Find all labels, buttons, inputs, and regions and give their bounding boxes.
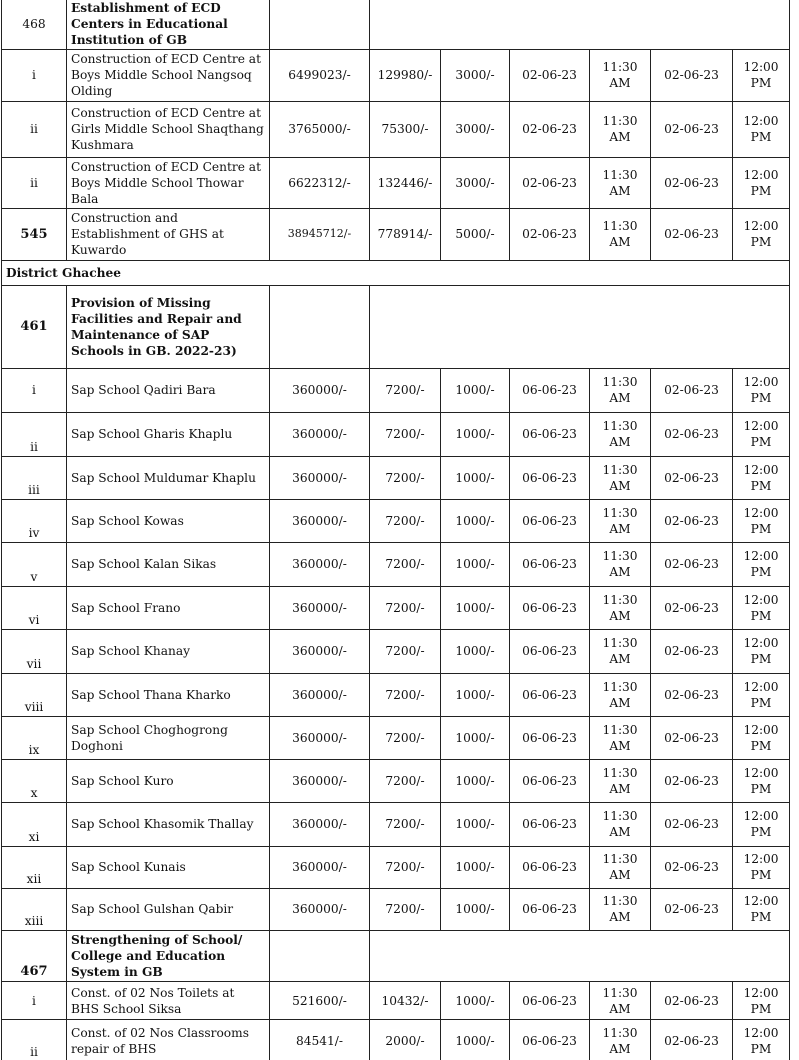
last-time: 11:30 AM bbox=[590, 208, 651, 260]
estimated-cost: 360000/- bbox=[270, 759, 370, 802]
opening-date: 02-06-23 bbox=[651, 586, 733, 629]
last-date: 06-06-23 bbox=[510, 982, 590, 1020]
opening-date: 02-06-23 bbox=[651, 888, 733, 930]
scheme-head-row bbox=[2, 0, 790, 50]
last-time: 11:30 AM bbox=[590, 499, 651, 542]
scheme-name: Sap School Kalan Sikas bbox=[67, 542, 270, 586]
serial-number: ix bbox=[2, 716, 67, 759]
opening-date: 02-06-23 bbox=[651, 208, 733, 260]
blank-cell bbox=[370, 0, 790, 50]
last-time: 11:30 AM bbox=[590, 759, 651, 802]
last-date: 06-06-23 bbox=[510, 673, 590, 716]
last-date: 06-06-23 bbox=[510, 542, 590, 586]
tender-fee: 1000/- bbox=[441, 412, 510, 456]
table-row bbox=[2, 368, 790, 412]
opening-date: 02-06-23 bbox=[651, 759, 733, 802]
estimated-cost: 360000/- bbox=[270, 499, 370, 542]
serial-number: vi bbox=[2, 586, 67, 629]
tender-fee: 1000/- bbox=[441, 542, 510, 586]
last-time: 11:30 AM bbox=[590, 412, 651, 456]
last-time: 11:30 AM bbox=[590, 888, 651, 930]
last-date: 02-06-23 bbox=[510, 157, 590, 208]
estimated-cost: 360000/- bbox=[270, 456, 370, 499]
last-time: 11:30 AM bbox=[590, 50, 651, 101]
serial-number: xi bbox=[2, 802, 67, 846]
scheme-number: 467 bbox=[2, 930, 67, 981]
earnest-money: 7200/- bbox=[370, 888, 441, 930]
last-time: 11:30 AM bbox=[590, 157, 651, 208]
table-row bbox=[2, 982, 790, 1020]
tender-fee: 1000/- bbox=[441, 629, 510, 673]
estimated-cost: 360000/- bbox=[270, 629, 370, 673]
last-time: 11:30 AM bbox=[590, 456, 651, 499]
opening-time: 12:00 PM bbox=[733, 412, 790, 456]
serial-number: v bbox=[2, 542, 67, 586]
opening-date: 02-06-23 bbox=[651, 1020, 733, 1060]
serial-number: ii bbox=[2, 1020, 67, 1060]
earnest-money: 7200/- bbox=[370, 802, 441, 846]
last-date: 06-06-23 bbox=[510, 888, 590, 930]
opening-date: 02-06-23 bbox=[651, 412, 733, 456]
opening-date: 02-06-23 bbox=[651, 101, 733, 157]
blank-cell bbox=[270, 930, 370, 981]
estimated-cost: 360000/- bbox=[270, 412, 370, 456]
serial-number: ii bbox=[2, 101, 67, 157]
estimated-cost: 360000/- bbox=[270, 368, 370, 412]
scheme-name: Sap School Choghogrong Doghoni bbox=[67, 716, 270, 759]
scheme-name: Sap School Gulshan Qabir bbox=[67, 888, 270, 930]
table-row bbox=[2, 157, 790, 208]
tender-fee: 1000/- bbox=[441, 673, 510, 716]
opening-date: 02-06-23 bbox=[651, 629, 733, 673]
opening-date: 02-06-23 bbox=[651, 846, 733, 888]
earnest-money: 7200/- bbox=[370, 542, 441, 586]
table-row bbox=[2, 499, 790, 542]
tender-fee: 1000/- bbox=[441, 982, 510, 1020]
estimated-cost: 360000/- bbox=[270, 716, 370, 759]
earnest-money: 129980/- bbox=[370, 50, 441, 101]
earnest-money: 7200/- bbox=[370, 586, 441, 629]
earnest-money: 7200/- bbox=[370, 673, 441, 716]
opening-time: 12:00 PM bbox=[733, 716, 790, 759]
tender-fee: 1000/- bbox=[441, 888, 510, 930]
estimated-cost: 360000/- bbox=[270, 802, 370, 846]
estimated-cost: 360000/- bbox=[270, 888, 370, 930]
estimated-cost: 360000/- bbox=[270, 846, 370, 888]
scheme-name: Sap School Frano bbox=[67, 586, 270, 629]
estimated-cost: 84541/- bbox=[270, 1020, 370, 1060]
last-time: 11:30 AM bbox=[590, 629, 651, 673]
opening-time: 12:00 PM bbox=[733, 629, 790, 673]
earnest-money: 7200/- bbox=[370, 368, 441, 412]
scheme-name: Construction and Establishment of GHS at Kuwardo bbox=[67, 208, 270, 260]
tender-fee: 1000/- bbox=[441, 368, 510, 412]
scheme-name: Sap School Kunais bbox=[67, 846, 270, 888]
last-time: 11:30 AM bbox=[590, 802, 651, 846]
opening-time: 12:00 PM bbox=[733, 157, 790, 208]
earnest-money: 132446/- bbox=[370, 157, 441, 208]
earnest-money: 7200/- bbox=[370, 629, 441, 673]
opening-time: 12:00 PM bbox=[733, 456, 790, 499]
district-heading: District Ghachee bbox=[2, 260, 790, 285]
scheme-name: Construction of ECD Centre at Girls Middle School Shaqthang Kushmara bbox=[67, 101, 270, 157]
tender-fee: 3000/- bbox=[441, 157, 510, 208]
blank-cell bbox=[270, 285, 370, 368]
serial-number: xii bbox=[2, 846, 67, 888]
opening-date: 02-06-23 bbox=[651, 542, 733, 586]
table-row bbox=[2, 716, 790, 759]
scheme-name: Const. of 02 Nos Toilets at BHS School Siksa bbox=[67, 982, 270, 1020]
estimated-cost: 6622312/- bbox=[270, 157, 370, 208]
scheme-number: 468 bbox=[2, 0, 67, 50]
scheme-name: Sap School Kuro bbox=[67, 759, 270, 802]
last-date: 06-06-23 bbox=[510, 586, 590, 629]
earnest-money: 7200/- bbox=[370, 456, 441, 499]
tender-fee: 1000/- bbox=[441, 499, 510, 542]
scheme-name: Sap School Thana Kharko bbox=[67, 673, 270, 716]
opening-date: 02-06-23 bbox=[651, 802, 733, 846]
serial-number: iii bbox=[2, 456, 67, 499]
scheme-title: Provision of Missing Facilities and Repair and Maintenance of SAP Schools in GB. 2022-23) bbox=[67, 285, 270, 368]
estimated-cost: 360000/- bbox=[270, 673, 370, 716]
serial-number: i bbox=[2, 50, 67, 101]
scheme-name: Sap School Gharis Khaplu bbox=[67, 412, 270, 456]
opening-date: 02-06-23 bbox=[651, 499, 733, 542]
earnest-money: 7200/- bbox=[370, 412, 441, 456]
table-row bbox=[2, 888, 790, 930]
scheme-name: Sap School Kowas bbox=[67, 499, 270, 542]
estimated-cost: 521600/- bbox=[270, 982, 370, 1020]
last-time: 11:30 AM bbox=[590, 101, 651, 157]
table-body bbox=[2, 0, 790, 1060]
last-date: 02-06-23 bbox=[510, 101, 590, 157]
estimated-cost: 360000/- bbox=[270, 542, 370, 586]
estimated-cost: 360000/- bbox=[270, 586, 370, 629]
opening-time: 12:00 PM bbox=[733, 499, 790, 542]
blank-cell bbox=[370, 930, 790, 981]
blank-cell bbox=[370, 285, 790, 368]
blank-cell bbox=[270, 0, 370, 50]
scheme-title: Strengthening of School/ College and Education System in GB bbox=[67, 930, 270, 981]
serial-number: viii bbox=[2, 673, 67, 716]
last-time: 11:30 AM bbox=[590, 673, 651, 716]
opening-date: 02-06-23 bbox=[651, 456, 733, 499]
earnest-money: 7200/- bbox=[370, 759, 441, 802]
table-row bbox=[2, 759, 790, 802]
opening-time: 12:00 PM bbox=[733, 1020, 790, 1060]
earnest-money: 7200/- bbox=[370, 499, 441, 542]
opening-time: 12:00 PM bbox=[733, 208, 790, 260]
last-date: 06-06-23 bbox=[510, 499, 590, 542]
table-row bbox=[2, 412, 790, 456]
tender-fee: 1000/- bbox=[441, 846, 510, 888]
last-date: 06-06-23 bbox=[510, 629, 590, 673]
serial-number: iv bbox=[2, 499, 67, 542]
table-row bbox=[2, 586, 790, 629]
last-date: 06-06-23 bbox=[510, 412, 590, 456]
scheme-head-row bbox=[2, 285, 790, 368]
last-time: 11:30 AM bbox=[590, 368, 651, 412]
scheme-name: Const. of 02 Nos Classrooms repair of BHS bbox=[67, 1020, 270, 1060]
scheme-name: Construction of ECD Centre at Boys Middle School Thowar Bala bbox=[67, 157, 270, 208]
tender-fee: 5000/- bbox=[441, 208, 510, 260]
scheme-name: Construction of ECD Centre at Boys Middle School Nangsoq Olding bbox=[67, 50, 270, 101]
last-time: 11:30 AM bbox=[590, 1020, 651, 1060]
last-date: 06-06-23 bbox=[510, 716, 590, 759]
scheme-name: Sap School Khanay bbox=[67, 629, 270, 673]
earnest-money: 75300/- bbox=[370, 101, 441, 157]
tender-fee: 1000/- bbox=[441, 716, 510, 759]
earnest-money: 10432/- bbox=[370, 982, 441, 1020]
opening-date: 02-06-23 bbox=[651, 982, 733, 1020]
last-date: 06-06-23 bbox=[510, 1020, 590, 1060]
table-row bbox=[2, 1020, 790, 1060]
table-row bbox=[2, 802, 790, 846]
last-date: 06-06-23 bbox=[510, 368, 590, 412]
last-date: 06-06-23 bbox=[510, 802, 590, 846]
tender-fee: 3000/- bbox=[441, 50, 510, 101]
table-row bbox=[2, 846, 790, 888]
table-row bbox=[2, 50, 790, 101]
opening-date: 02-06-23 bbox=[651, 673, 733, 716]
opening-time: 12:00 PM bbox=[733, 759, 790, 802]
earnest-money: 778914/- bbox=[370, 208, 441, 260]
scheme-name: Sap School Muldumar Khaplu bbox=[67, 456, 270, 499]
opening-time: 12:00 PM bbox=[733, 586, 790, 629]
table-row bbox=[2, 673, 790, 716]
opening-time: 12:00 PM bbox=[733, 50, 790, 101]
scheme-title: Establishment of ECD Centers in Educational Institution of GB bbox=[67, 0, 270, 50]
opening-time: 12:00 PM bbox=[733, 101, 790, 157]
estimated-cost: 38945712/- bbox=[270, 208, 370, 260]
last-date: 06-06-23 bbox=[510, 846, 590, 888]
tender-fee: 1000/- bbox=[441, 586, 510, 629]
table-row bbox=[2, 208, 790, 260]
opening-time: 12:00 PM bbox=[733, 368, 790, 412]
table-row bbox=[2, 456, 790, 499]
tender-fee: 3000/- bbox=[441, 101, 510, 157]
opening-date: 02-06-23 bbox=[651, 368, 733, 412]
opening-date: 02-06-23 bbox=[651, 716, 733, 759]
opening-date: 02-06-23 bbox=[651, 50, 733, 101]
serial-number: i bbox=[2, 982, 67, 1020]
opening-time: 12:00 PM bbox=[733, 542, 790, 586]
serial-number: x bbox=[2, 759, 67, 802]
last-date: 02-06-23 bbox=[510, 208, 590, 260]
table-row bbox=[2, 101, 790, 157]
serial-number: ii bbox=[2, 157, 67, 208]
earnest-money: 7200/- bbox=[370, 716, 441, 759]
serial-number: vii bbox=[2, 629, 67, 673]
table-row bbox=[2, 629, 790, 673]
estimated-cost: 3765000/- bbox=[270, 101, 370, 157]
tender-fee: 1000/- bbox=[441, 802, 510, 846]
scheme-number: 461 bbox=[2, 285, 67, 368]
last-time: 11:30 AM bbox=[590, 586, 651, 629]
last-time: 11:30 AM bbox=[590, 846, 651, 888]
table-row bbox=[2, 542, 790, 586]
scheme-name: Sap School Qadiri Bara bbox=[67, 368, 270, 412]
serial-number: xiii bbox=[2, 888, 67, 930]
opening-time: 12:00 PM bbox=[733, 673, 790, 716]
opening-time: 12:00 PM bbox=[733, 802, 790, 846]
last-date: 06-06-23 bbox=[510, 456, 590, 499]
opening-time: 12:00 PM bbox=[733, 846, 790, 888]
estimated-cost: 6499023/- bbox=[270, 50, 370, 101]
last-time: 11:30 AM bbox=[590, 716, 651, 759]
tender-fee: 1000/- bbox=[441, 759, 510, 802]
district-row bbox=[2, 260, 790, 285]
last-date: 02-06-23 bbox=[510, 50, 590, 101]
opening-date: 02-06-23 bbox=[651, 157, 733, 208]
last-time: 11:30 AM bbox=[590, 982, 651, 1020]
scheme-name: Sap School Khasomik Thallay bbox=[67, 802, 270, 846]
scheme-number: 545 bbox=[2, 208, 67, 260]
tender-fee: 1000/- bbox=[441, 1020, 510, 1060]
scheme-head-row bbox=[2, 930, 790, 981]
tender-fee: 1000/- bbox=[441, 456, 510, 499]
earnest-money: 2000/- bbox=[370, 1020, 441, 1060]
earnest-money: 7200/- bbox=[370, 846, 441, 888]
last-date: 06-06-23 bbox=[510, 759, 590, 802]
last-time: 11:30 AM bbox=[590, 542, 651, 586]
serial-number: ii bbox=[2, 412, 67, 456]
opening-time: 12:00 PM bbox=[733, 982, 790, 1020]
opening-time: 12:00 PM bbox=[733, 888, 790, 930]
tender-schedule-table bbox=[1, 0, 790, 1060]
serial-number: i bbox=[2, 368, 67, 412]
